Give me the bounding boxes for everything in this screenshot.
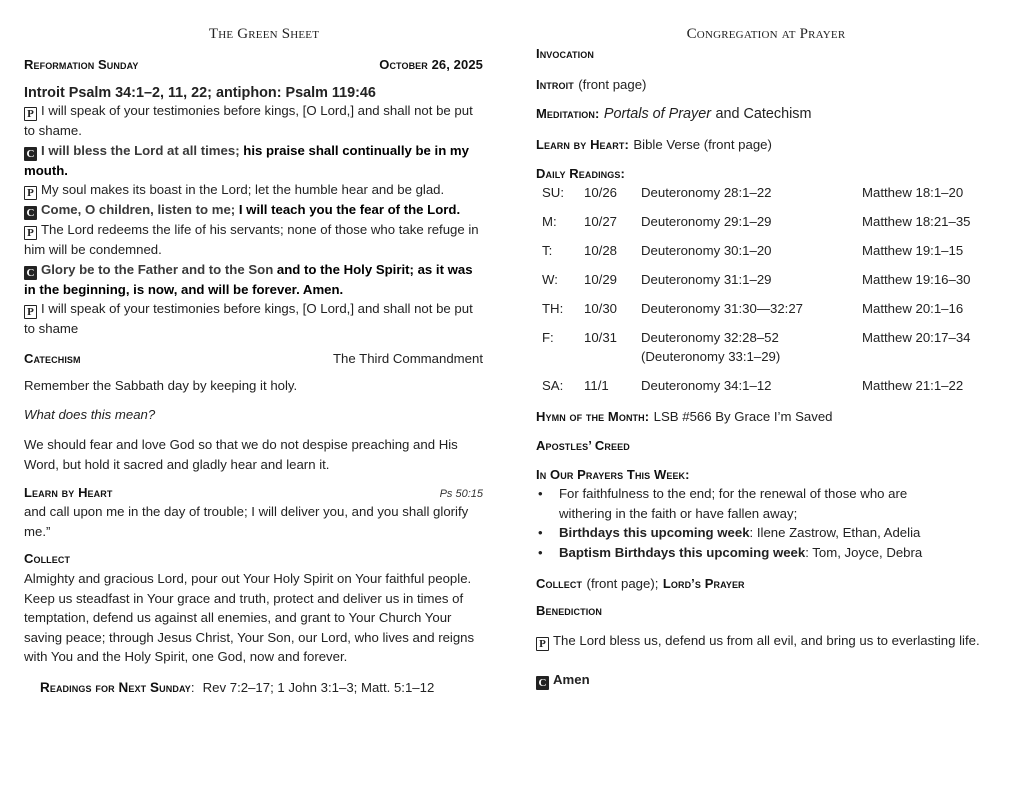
hymn-row (536, 407, 833, 427)
reading-ot: Deuteronomy 34:1–12 (641, 378, 772, 393)
learn-by-heart-header (24, 485, 483, 500)
prayer-bold: Baptism Birthdays this upcoming week (559, 544, 806, 560)
introit-text: his praise shall continually be in my mouth. (24, 142, 469, 178)
collect-text: Almighty and gracious Lord, pour out Your Holy Spirit on Your faithful people. Keep us steadfast in Your grace and truth, protect and deliver us in times of temptation, defend us against all enemies, and grant to Your Church Your saving peace; through Jesus Christ, Your Son, our Lord, who lives and reigns with You and the Holy Spirit, one God, now and forever. (24, 571, 475, 664)
prayer-item (536, 523, 956, 543)
catechism-question: What does this mean? (24, 407, 156, 422)
commandment-text: Remember the Sabbath day by keeping it holy. (24, 378, 298, 393)
memory-verse: and call upon me in the day of trouble; I will deliver you, and you shall glorify me.” (24, 504, 469, 539)
introit-note: (front page) (578, 77, 647, 92)
introit-text: My soul makes its boast in the Lord; let the humble hear and be glad. (41, 182, 445, 197)
reading-date: 10/30 (584, 301, 618, 316)
reading-nt: Matthew 19:16–30 (862, 272, 971, 287)
reading-ot: Deuteronomy 31:30—32:27 (641, 301, 804, 316)
prayers-label: In Our Prayers This Week: (536, 467, 690, 482)
reading-nt: Matthew 19:1–15 (862, 243, 964, 258)
introit-text: I will speak of your testimonies before kings, [O Lord,] and shall not be put to shame. (24, 103, 473, 138)
page-title-green-sheet: The Green Sheet (208, 26, 320, 42)
reading-ot: Deuteronomy 31:1–29 (641, 272, 772, 287)
meditation-title: Portals of Prayer (603, 106, 712, 122)
introit-row (536, 75, 646, 95)
introit-text: I will teach you the fear of the Lord. (238, 202, 461, 217)
meditation-row (536, 105, 812, 123)
reading-row (536, 183, 996, 212)
introit-text: I will bless the Lord at all times; (41, 142, 244, 158)
reading-row (536, 212, 996, 241)
catechism-header (24, 349, 483, 369)
prayer-item (536, 484, 956, 523)
introit-line (24, 180, 486, 200)
reading-ot: Deuteronomy 28:1–22 (641, 185, 772, 200)
daily-readings-label: Daily Readings: (536, 166, 625, 181)
introit-line (24, 220, 486, 260)
reading-row (536, 241, 996, 270)
catechism-label: Catechism (24, 351, 81, 366)
service-date: October 26, 2025 (379, 57, 483, 72)
congregation-icon: C (536, 676, 549, 690)
lords-prayer-label: Lord’s Prayer (662, 576, 745, 591)
introit-section (24, 85, 486, 339)
introit-text: and to the Holy Spirit; as it was in the beginning, is now, and will be forever. Amen. (24, 261, 473, 297)
prayer-item (536, 543, 956, 563)
congregation-icon: C (24, 266, 37, 280)
reading-row (536, 270, 996, 299)
daily-readings-table (536, 183, 996, 400)
reading-row (536, 299, 996, 328)
collect-note: (front page); (586, 576, 659, 591)
introit-heading: Introit Psalm 34:1–2, 11, 22; antiphon: Psalm 119:46 (24, 85, 376, 101)
meditation-label: Meditation: (536, 106, 600, 121)
benediction-congregation (536, 670, 590, 690)
collect-label: Collect (24, 551, 71, 566)
reading-row (536, 376, 996, 400)
reading-nt: Matthew 18:21–35 (862, 214, 971, 229)
catechism-answer: We should fear and love God so that we do not despise preaching and His Word, but hold it sacred and gladly hear and learn it. (24, 437, 458, 472)
next-sunday-colon: : (190, 680, 199, 695)
reading-date: 10/27 (584, 214, 618, 229)
benediction-text: The Lord bless us, defend us from all evil, and bring us to everlasting life. (553, 633, 980, 648)
reading-day: TH: (542, 301, 564, 316)
prayer-text: : Tom, Joyce, Debra (805, 544, 923, 560)
benediction-label: Benediction (536, 603, 602, 618)
hymn-label: Hymn of the Month: (536, 409, 650, 424)
prayer-text: : Ilene Zastrow, Ethan, Adelia (749, 525, 921, 540)
learn-by-heart-row (536, 135, 772, 155)
invocation-label: Invocation (536, 46, 594, 61)
introit-line (24, 200, 486, 220)
reading-ot: Deuteronomy 30:1–20 (641, 243, 772, 258)
meditation-rest: and Catechism (715, 106, 812, 122)
reading-nt: Matthew 20:1–16 (862, 301, 964, 316)
learn-by-heart-label: Learn by Heart (24, 485, 113, 500)
pastor-icon: P (536, 637, 549, 651)
learn-by-heart-label: Learn by Heart: (536, 137, 629, 152)
introit-text: Come, O children, listen to me; (41, 202, 239, 217)
reading-row (536, 328, 996, 376)
reading-date: 10/31 (584, 330, 618, 345)
pastor-icon: P (24, 305, 37, 319)
introit-label: Introit (536, 77, 574, 92)
reading-day: SA: (542, 378, 564, 393)
prayer-text: For faithfulness to the end; for the renewal of those who are withering in the faith or have fallen away; (559, 486, 908, 521)
reading-ot (641, 328, 862, 376)
reading-date: 10/29 (584, 272, 618, 287)
prayers-list (536, 484, 956, 562)
introit-text: I will speak of your testimonies before kings, [O Lord,] and shall not be put to shame (24, 301, 473, 336)
next-sunday-list: Rev 7:2–17; 1 John 3:1–3; Matt. 5:1–12 (202, 680, 435, 695)
reading-ot-alt: (Deuteronomy 33:1–29) (641, 349, 781, 364)
pastor-icon: P (24, 107, 37, 121)
bullet-icon: • (538, 486, 543, 501)
bullet-icon: • (538, 525, 543, 540)
reading-ot-main: Deuteronomy 32:28–52 (641, 330, 779, 345)
reading-day: W: (542, 272, 558, 287)
reading-ot: Deuteronomy 29:1–29 (641, 214, 772, 229)
reading-day: M: (542, 214, 557, 229)
introit-text: Glory be to the Father and to the Son (41, 261, 277, 277)
catechism-topic: The Third Commandment (332, 351, 483, 366)
occasion-label: Reformation Sunday (24, 57, 139, 72)
creed-label: Apostles’ Creed (536, 438, 630, 453)
congregation-icon: C (24, 147, 37, 161)
reading-nt: Matthew 20:17–34 (862, 330, 971, 345)
congregation-icon: C (24, 206, 37, 220)
pastor-icon: P (24, 226, 37, 240)
introit-line (24, 141, 486, 181)
header-row (24, 57, 483, 72)
introit-line (24, 260, 486, 300)
bullet-icon: • (538, 544, 543, 560)
reading-nt: Matthew 18:1–20 (862, 185, 964, 200)
amen-text: Amen (553, 672, 590, 687)
next-sunday-readings (40, 678, 500, 698)
learn-by-heart-text: Bible Verse (front page) (633, 137, 772, 152)
reading-nt: Matthew 21:1–22 (862, 378, 964, 393)
hymn-text: LSB #566 By Grace I’m Saved (653, 409, 833, 424)
reading-day: F: (542, 330, 554, 345)
page-title-congregation: Congregation at Prayer (686, 26, 846, 42)
verse-reference: Ps 50:15 (439, 488, 483, 500)
introit-line (24, 101, 486, 141)
reading-day: T: (542, 243, 553, 258)
reading-date: 10/26 (584, 185, 618, 200)
collect-prayer-row (536, 574, 745, 594)
pastor-icon: P (24, 186, 37, 200)
introit-line (24, 299, 486, 339)
reading-day: SU: (542, 185, 564, 200)
prayer-bold: Birthdays this upcoming week (559, 525, 750, 540)
reading-date: 11/1 (584, 378, 609, 393)
benediction-pastor (536, 631, 996, 651)
reading-date: 10/28 (584, 243, 618, 258)
next-sunday-label: Readings for Next Sunday (40, 680, 191, 695)
introit-text: The Lord redeems the life of his servants; none of those who take refuge in him will be condemned. (24, 222, 479, 257)
collect-label: Collect (536, 576, 583, 591)
